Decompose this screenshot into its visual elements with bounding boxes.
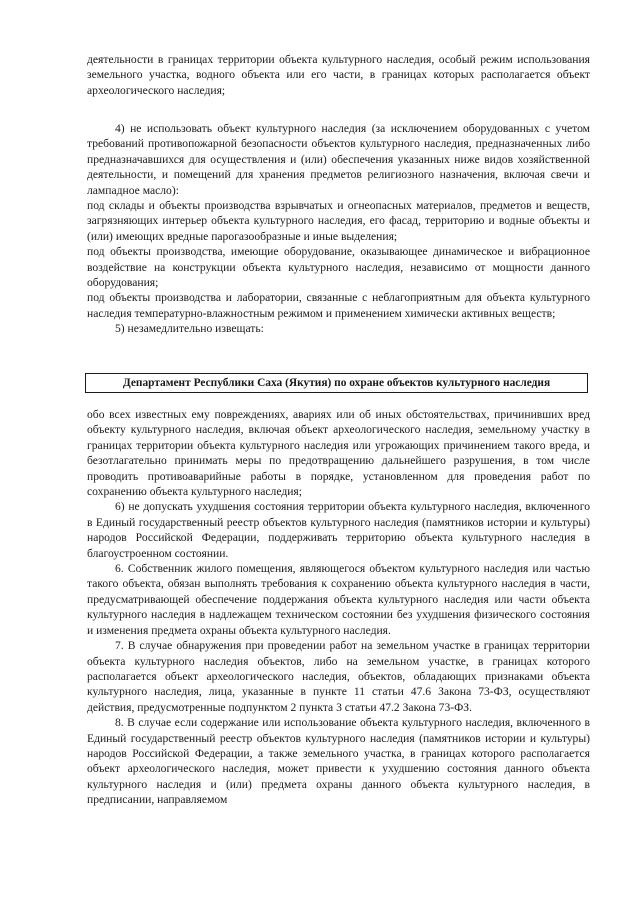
paragraph-warehouses: под склады и объекты производства взрывчатых и огнеопасных материалов, предметов и веществ, загрязняющих интерьер объекта культурного наследия, его фасад, территорию и водные объекты и (или) имеющих вредные парогазообразные и иные выделения; [87,199,590,243]
paragraph-item-4: 4) не использовать объект культурного наследия (за исключением оборудованных с учетом требований противопожарной безопасности объектов культурного наследия, предназначенных либо предназначавшихся для осуществления и (или) обеспечения указанных ниже видов хозяйственной деятельности, и помещений для хранения предметов религиозного назначения, включая свечи и лампадное масло): [87,122,590,197]
paragraph-continuation: деятельности в границах территории объекта культурного наследия, особый режим использования земельного участка, водного объекта или его части, в границах которых располагается объект археологического наследия; [87,53,590,97]
paragraph-clause-8: 8. В случае если содержание или использование объекта культурного наследия, включенного в Единый государственный реестр объектов культурного наследия (памятников истории и культуры) народов Российской Федерации, а также земельного участка, в границах которого располагается объект археологического наследия, может привести к ухудшению состояния данного объекта культурного наследия и (или) предмета охраны данного объекта культурного наследия, в предписании, направляемом [87,716,590,807]
paragraph-notify-damage: обо всех известных ему повреждениях, авариях или об иных обстоятельствах, причинивших вред объекту культурного наследия, включая объект археологического наследия, земельному участку в границах территории объекта культурного наследия или угрожающих причинением такого вреда, и безотлагательно принимать меры по предотвращению дальнейшего разрушения, в том числе проводить противоаварийные работы в порядке, установленном для проведения работ по сохранению объекта культурного наследия; [87,408,590,499]
top-text-block [87,52,590,98]
paragraph-clause-7: 7. В случае обнаружения при проведении работ на земельном участке в границах территории объекта культурного наследия объектов, либо на земельном участке, в границах которого располагается объект археологического наследия, объектов, обладающих признаками объекта культурного наследия, лица, указанные в пункте 11 статьи 47.6 Закона 73-ФЗ, осуществляют действия, предусмотренные подпунктом 2 пункта 3 статьи 47.2 Закона 73-ФЗ. [87,639,590,714]
paragraph-laboratories: под объекты производства и лаборатории, связанные с неблагоприятным для объекта культурного наследия температурно-влажностным режимом и применением химически активных веществ; [87,291,590,320]
department-stamp-text: Департамент Республики Саха (Якутия) по охране объектов культурного наследия [122,377,551,389]
paragraph-item-6: 6) не допускать ухудшения состояния территории объекта культурного наследия, включенного в Единый государственный реестр объектов культурного наследия (памятников истории и культуры) народов Российской Федерации, поддерживать территорию объекта культурного наследия в благоустроенном состоянии. [87,500,590,560]
department-stamp [85,373,588,393]
middle-text-block [87,121,590,337]
paragraph-clause-6: 6. Собственник жилого помещения, являющегося объектом культурного наследия или частью такого объекта, обязан выполнять требования к сохранению объекта культурного наследия в части, предусматривающей обеспечение поддержания объекта культурного наследия или части объекта культурного наследия в надлежащем техническом состоянии без ухудшения физического состояния и изменения предмета охраны объекта культурного наследия. [87,562,590,637]
paragraph-item-5: 5) незамедлительно извещать: [115,322,264,336]
paragraph-production-objects: под объекты производства, имеющие оборудование, оказывающее динамическое и вибрационное воздействие на конструкции объекта культурного наследия, независимо от мощности данного оборудования; [87,245,590,290]
bottom-text-block [87,407,590,808]
